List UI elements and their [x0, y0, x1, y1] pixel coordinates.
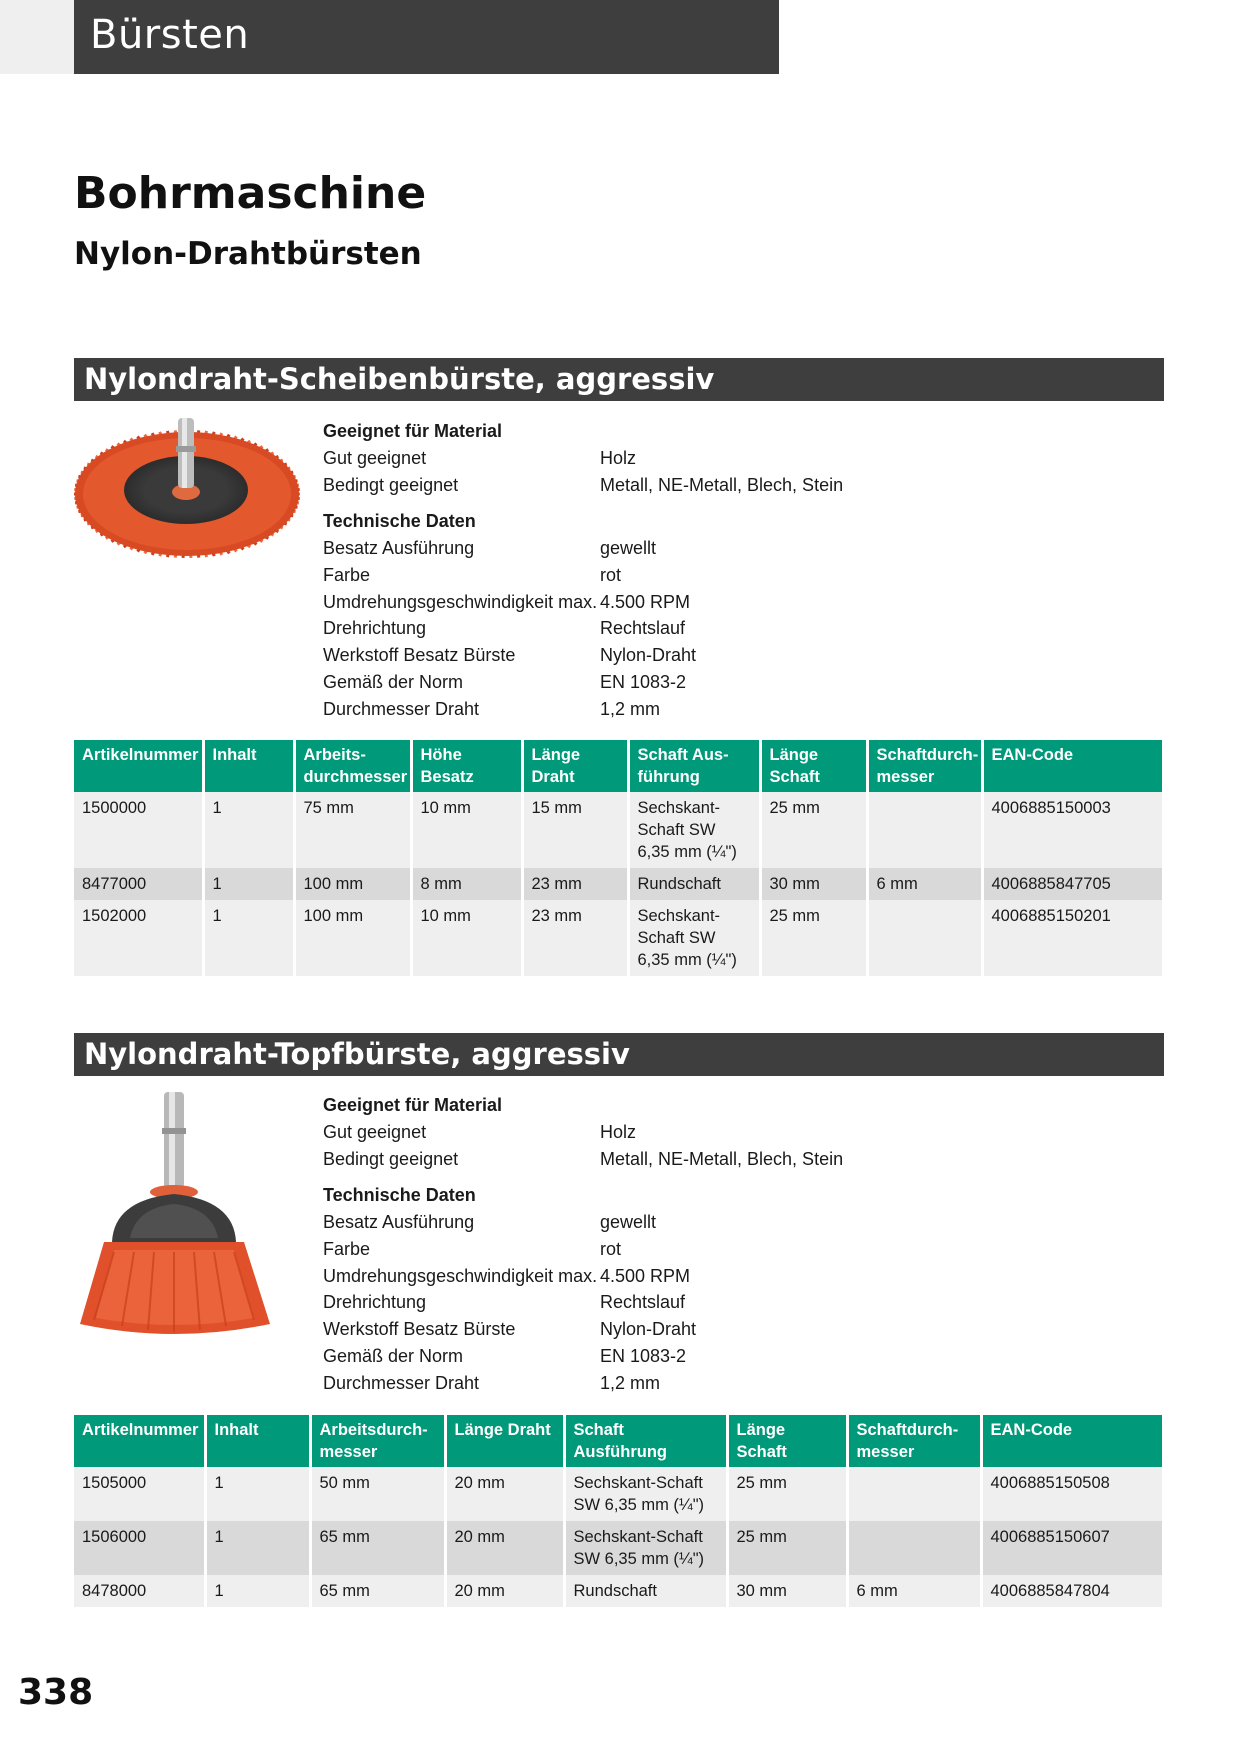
- spec-key: Durchmesser Draht: [323, 698, 480, 719]
- cell: 1: [205, 1575, 310, 1607]
- spec-key: Werkstoff Besatz Bürste: [323, 1319, 516, 1340]
- spec-block-2: [323, 1092, 883, 1396]
- cell: 10 mm: [411, 900, 522, 976]
- spec-row: [323, 1343, 883, 1370]
- spec-key: Farbe: [323, 565, 371, 586]
- spec-key: Drehrichtung: [323, 618, 427, 639]
- cell: [847, 1521, 981, 1575]
- column-header: Artikelnummer: [74, 740, 203, 792]
- spec-row: [323, 589, 883, 616]
- tech-heading: Technische Daten: [323, 511, 476, 532]
- column-header: Länge Draht: [445, 1415, 564, 1467]
- spec-value: gewellt: [600, 538, 657, 559]
- spec-row: [323, 445, 883, 472]
- cell: 6 mm: [847, 1575, 981, 1607]
- table-row: [74, 1575, 1162, 1607]
- spec-row: [323, 1289, 883, 1316]
- cell: Rundschaft: [628, 868, 760, 900]
- cell: 25 mm: [760, 900, 867, 976]
- spec-value: Nylon-Draht: [600, 1319, 697, 1340]
- cell-ean: 4006885150607: [981, 1521, 1162, 1575]
- section-title-bar-2: [74, 1033, 1164, 1076]
- cell-article-number: 1506000: [74, 1521, 205, 1575]
- cell-article-number: 1502000: [74, 900, 203, 976]
- spec-row: [323, 1119, 883, 1146]
- cell: 30 mm: [727, 1575, 847, 1607]
- spec-value: Holz: [600, 1122, 637, 1142]
- spec-key: Durchmesser Draht: [323, 1372, 480, 1393]
- cell: 65 mm: [310, 1521, 445, 1575]
- spec-key: Gemäß der Norm: [323, 671, 464, 692]
- column-header: Arbeits- durchmesser: [294, 740, 411, 792]
- column-header: EAN-Code: [981, 1415, 1162, 1467]
- spec-value: rot: [600, 565, 622, 586]
- cell: [867, 792, 982, 868]
- column-header: Schaftdurch- messer: [847, 1415, 981, 1467]
- cell: 30 mm: [760, 868, 867, 900]
- spec-value: 4.500 RPM: [600, 591, 691, 612]
- cell-ean: 4006885150003: [982, 792, 1162, 868]
- cell: [847, 1467, 981, 1521]
- column-header: EAN-Code: [982, 740, 1162, 792]
- cell: Sechskant-Schaft SW 6,35 mm (¼"): [628, 792, 760, 868]
- column-header: Länge Schaft: [760, 740, 867, 792]
- cell: 75 mm: [294, 792, 411, 868]
- spec-value: EN 1083-2: [600, 1345, 687, 1366]
- page-header: [74, 0, 779, 74]
- spec-row: [323, 472, 883, 499]
- cell-article-number: 1500000: [74, 792, 203, 868]
- spec-value: Nylon-Draht: [600, 645, 697, 666]
- cell-article-number: 8477000: [74, 868, 203, 900]
- page-subtitle: Nylon-Drahtbürsten: [74, 236, 422, 272]
- cell: 23 mm: [522, 868, 628, 900]
- section-title: Nylondraht-Scheibenbürste, aggressiv: [84, 362, 715, 396]
- column-header: Artikelnummer: [74, 1415, 205, 1467]
- cell: 25 mm: [727, 1521, 847, 1575]
- cell-ean: 4006885847705: [982, 868, 1162, 900]
- column-header: Schaft Ausführung: [564, 1415, 727, 1467]
- spec-row: [323, 696, 883, 723]
- spec-value: 1,2 mm: [600, 698, 661, 719]
- spec-value: Metall, NE-Metall, Blech, Stein: [600, 1148, 844, 1169]
- column-header: Länge Schaft: [727, 1415, 847, 1467]
- cell: 1: [203, 868, 294, 900]
- spec-row: [323, 669, 883, 696]
- cell: 23 mm: [522, 900, 628, 976]
- material-heading: Geeignet für Material: [323, 421, 503, 441]
- article-table-1: [74, 740, 1162, 976]
- cell-ean: 4006885150201: [982, 900, 1162, 976]
- article-table-2: [74, 1415, 1162, 1607]
- spec-value: rot: [600, 1239, 622, 1260]
- header-tab-marker: [0, 0, 74, 74]
- spec-key: Bedingt geeignet: [323, 474, 459, 495]
- spec-key: Umdrehungsgeschwindigkeit max.: [323, 1265, 598, 1286]
- cell: 65 mm: [310, 1575, 445, 1607]
- cell: Sechskant-Schaft SW 6,35 mm (¼"): [628, 900, 760, 976]
- column-header: Schaft Aus- führung: [628, 740, 760, 792]
- spec-key: Gemäß der Norm: [323, 1345, 464, 1366]
- column-header: Inhalt: [203, 740, 294, 792]
- cell: 15 mm: [522, 792, 628, 868]
- cell: 25 mm: [727, 1467, 847, 1521]
- tech-heading: Technische Daten: [323, 1185, 476, 1206]
- cell: 100 mm: [294, 900, 411, 976]
- table-row: [74, 900, 1162, 976]
- spec-value: 4.500 RPM: [600, 1265, 691, 1286]
- spec-row: [323, 1236, 883, 1263]
- cell-ean: 4006885150508: [981, 1467, 1162, 1521]
- cell-article-number: 1505000: [74, 1467, 205, 1521]
- cell: 50 mm: [310, 1467, 445, 1521]
- spec-key: Gut geeignet: [323, 1122, 427, 1142]
- section-title: Nylondraht-Topfbürste, aggressiv: [84, 1037, 630, 1071]
- cell: Rundschaft: [564, 1575, 727, 1607]
- cell: 20 mm: [445, 1575, 564, 1607]
- spec-row: [323, 1263, 883, 1290]
- spec-value: Holz: [600, 448, 637, 468]
- cell: 20 mm: [445, 1521, 564, 1575]
- page-number: 338: [18, 1672, 94, 1713]
- cell: [867, 900, 982, 976]
- spec-value: EN 1083-2: [600, 671, 687, 692]
- cell: 1: [203, 792, 294, 868]
- column-header: Inhalt: [205, 1415, 310, 1467]
- table-row: [74, 1521, 1162, 1575]
- cell-article-number: 8478000: [74, 1575, 205, 1607]
- table-header-row: [74, 740, 1162, 792]
- cup-brush-image: [74, 1092, 274, 1349]
- spec-key: Besatz Ausführung: [323, 1212, 475, 1233]
- cell: 1: [205, 1467, 310, 1521]
- cell: 1: [205, 1521, 310, 1575]
- spec-row: [323, 1209, 883, 1236]
- spec-value: 1,2 mm: [600, 1372, 661, 1393]
- cell: 1: [203, 900, 294, 976]
- cell: 10 mm: [411, 792, 522, 868]
- spec-value: Rechtslauf: [600, 618, 686, 639]
- spec-row: [323, 1370, 883, 1397]
- spec-row: [323, 1316, 883, 1343]
- cell: 100 mm: [294, 868, 411, 900]
- cell: 20 mm: [445, 1467, 564, 1521]
- disc-brush-image: [74, 416, 300, 577]
- header-title: Bürsten: [90, 12, 250, 58]
- spec-row: [323, 535, 883, 562]
- table-header-row: [74, 1415, 1162, 1467]
- spec-row: [323, 642, 883, 669]
- spec-row: [323, 562, 883, 589]
- cell-ean: 4006885847804: [981, 1575, 1162, 1607]
- cell: Sechskant-Schaft SW 6,35 mm (¼"): [564, 1521, 727, 1575]
- spec-key: Werkstoff Besatz Bürste: [323, 645, 516, 666]
- spec-value: Metall, NE-Metall, Blech, Stein: [600, 474, 844, 495]
- column-header: Länge Draht: [522, 740, 628, 792]
- table-row: [74, 792, 1162, 868]
- spec-key: Umdrehungsgeschwindigkeit max.: [323, 591, 598, 612]
- table-row: [74, 1467, 1162, 1521]
- spec-value: gewellt: [600, 1212, 657, 1233]
- spec-key: Gut geeignet: [323, 448, 427, 468]
- cell: 25 mm: [760, 792, 867, 868]
- spec-key: Bedingt geeignet: [323, 1148, 459, 1169]
- cell: 8 mm: [411, 868, 522, 900]
- cell: 6 mm: [867, 868, 982, 900]
- spec-value: Rechtslauf: [600, 1292, 686, 1313]
- cell: Sechskant-Schaft SW 6,35 mm (¼"): [564, 1467, 727, 1521]
- spec-block-1: [323, 418, 883, 722]
- spec-key: Besatz Ausführung: [323, 538, 475, 559]
- page-title: Bohrmaschine: [74, 168, 427, 219]
- material-heading: Geeignet für Material: [323, 1095, 503, 1115]
- column-header: Schaftdurch- messer: [867, 740, 982, 792]
- spec-row: [323, 1146, 883, 1173]
- table-row: [74, 868, 1162, 900]
- section-title-bar-1: [74, 358, 1164, 401]
- spec-key: Farbe: [323, 1239, 371, 1260]
- spec-row: [323, 615, 883, 642]
- spec-key: Drehrichtung: [323, 1292, 427, 1313]
- column-header: Höhe Besatz: [411, 740, 522, 792]
- column-header: Arbeitsdurch- messer: [310, 1415, 445, 1467]
